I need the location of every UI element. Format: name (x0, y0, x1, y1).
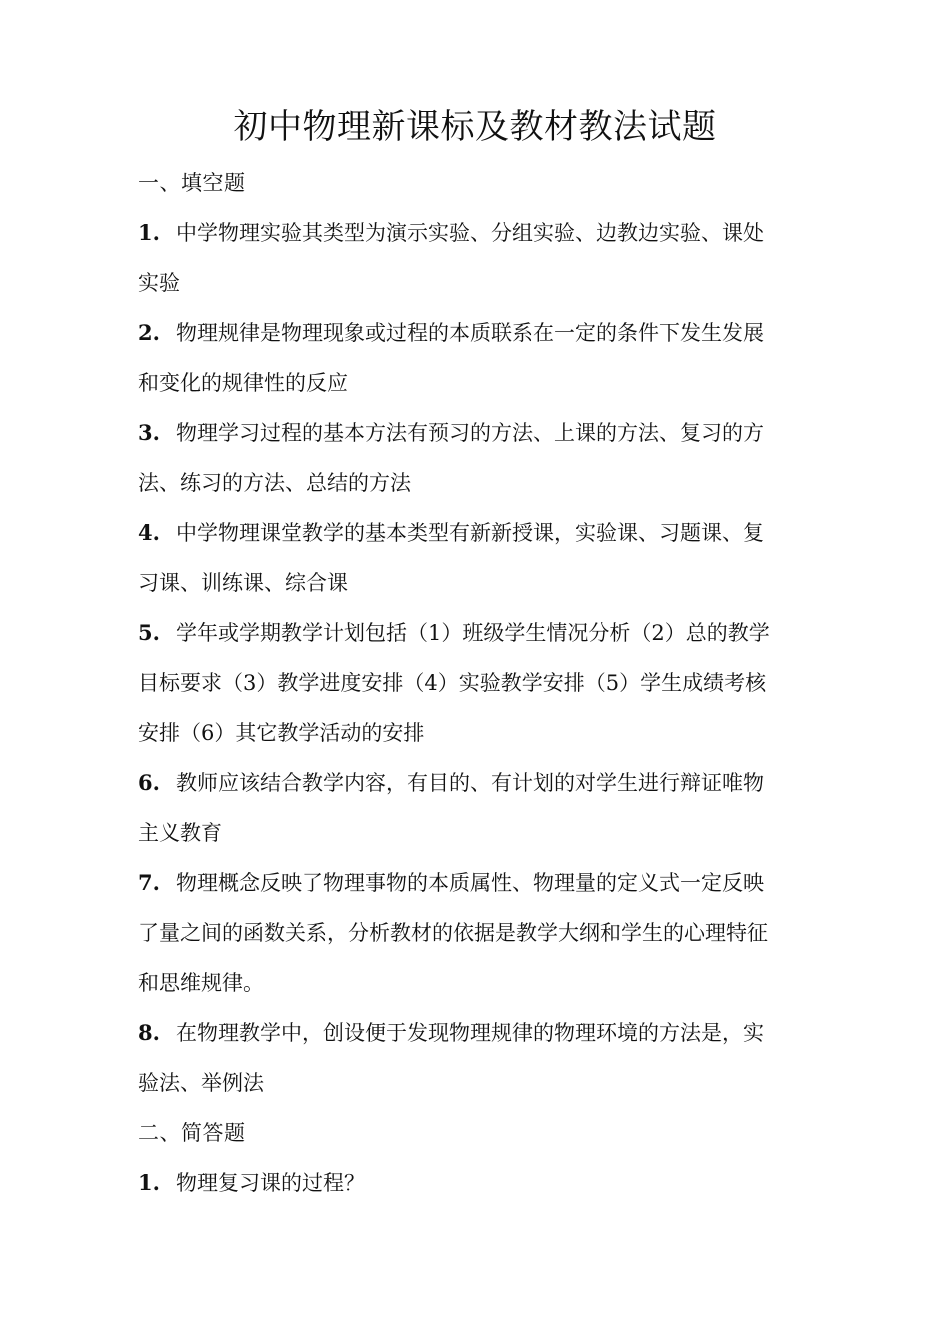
question-text-continued: 安排（6）其它教学活动的安排 (138, 721, 425, 745)
question-text: 物理概念反映了物理事物的本质属性、物理量的定义式一定反映 (176, 871, 764, 895)
question-text-continued: 法、练习的方法、总结的方法 (138, 471, 411, 495)
question-text: 学年或学期教学计划包括（1）班级学生情况分析（2）总的教学 (176, 621, 770, 645)
question-item (138, 208, 828, 308)
section-heading-fill-in: 一、填空题 (138, 171, 246, 195)
question-item (138, 608, 828, 758)
question-text: 在物理教学中，创设便于发现物理规律的物理环境的方法是，实 (176, 1021, 764, 1045)
question-number: 3. (138, 420, 160, 445)
question-text-continued: 验法、举例法 (138, 1071, 264, 1095)
question-text-continued: 习课、训练课、综合课 (138, 571, 348, 595)
question-text: 中学物理实验其类型为演示实验、分组实验、边教边实验、课处 (176, 221, 764, 245)
question-number: 2. (138, 320, 160, 345)
question-text: 教师应该结合教学内容，有目的、有计划的对学生进行辩证唯物 (176, 771, 764, 795)
question-text: 物理学习过程的基本方法有预习的方法、上课的方法、复习的方 (176, 421, 764, 445)
question-item (138, 408, 828, 508)
question-number: 6. (138, 770, 160, 795)
question-number: 8. (138, 1020, 160, 1045)
question-number: 4. (138, 520, 160, 545)
section-heading-short-answer: 二、简答题 (138, 1121, 246, 1145)
question-text-continued: 目标要求（3）教学进度安排（4）实验教学安排（5）学生成绩考核 (138, 671, 767, 695)
question-item (138, 1158, 828, 1208)
question-number: 5. (138, 620, 160, 645)
question-text: 物理复习课的过程？ (176, 1171, 365, 1195)
question-item (138, 758, 828, 858)
question-item (138, 508, 828, 608)
question-item (138, 1008, 828, 1108)
question-number: 1. (138, 220, 160, 245)
question-text-continued: 了量之间的函数关系，分析教材的依据是教学大纲和学生的心理特征 (138, 921, 768, 945)
question-item (138, 308, 828, 408)
question-text-continued: 和变化的规律性的反应 (138, 371, 348, 395)
question-text-continued: 主义教育 (138, 821, 222, 845)
question-number: 1. (138, 1170, 160, 1195)
question-text-continued: 实验 (138, 271, 180, 295)
question-item (138, 858, 828, 1008)
question-text-continued: 和思维规律。 (138, 971, 264, 995)
document-title: 初中物理新课标及教材教法试题 (233, 107, 717, 147)
document-body (138, 158, 828, 1208)
question-text: 中学物理课堂教学的基本类型有新新授课，实验课、习题课、复 (176, 521, 764, 545)
question-text: 物理规律是物理现象或过程的本质联系在一定的条件下发生发展 (176, 321, 764, 345)
question-number: 7. (138, 870, 160, 895)
